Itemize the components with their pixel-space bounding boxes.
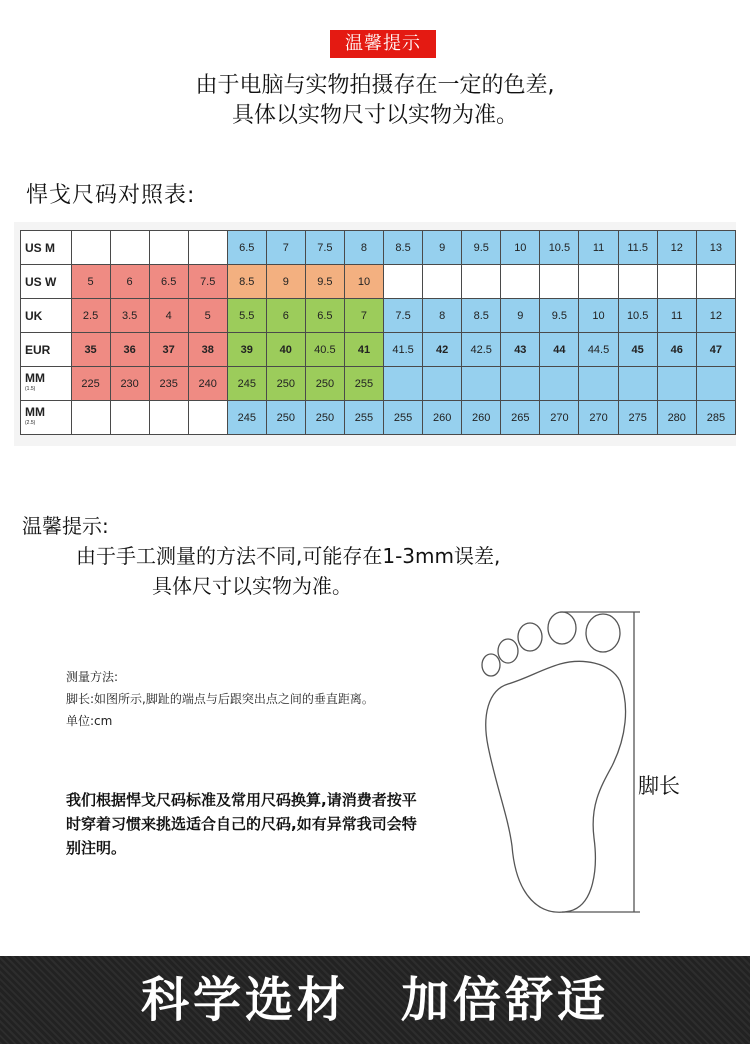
table-cell: 11.5	[618, 231, 657, 265]
table-cell: 42.5	[462, 333, 501, 367]
table-cell	[657, 367, 696, 401]
table-cell: 7	[344, 299, 383, 333]
table-cell: 6	[110, 265, 149, 299]
table-cell	[188, 401, 227, 435]
table-cell	[618, 367, 657, 401]
measurement-method	[66, 666, 426, 732]
row-header-label: MM	[25, 371, 45, 385]
table-cell: 41.5	[384, 333, 423, 367]
table-cell: 2.5	[71, 299, 110, 333]
tips-title: 温馨提示:	[22, 514, 109, 538]
table-cell: 5.5	[227, 299, 266, 333]
table-cell: 9.5	[462, 231, 501, 265]
notice-badge: 温馨提示	[330, 30, 436, 58]
foot-outline-icon	[470, 606, 650, 921]
table-cell: 225	[71, 367, 110, 401]
row-header-sub: (1.5)	[25, 386, 36, 392]
table-cell: 6.5	[305, 299, 344, 333]
table-cell	[384, 367, 423, 401]
table-cell	[696, 367, 735, 401]
table-cell: 42	[423, 333, 462, 367]
method-line-1: 脚长:如图所示,脚趾的端点与后跟突出点之间的垂直距离。	[66, 692, 374, 706]
table-cell: 285	[696, 401, 735, 435]
table-cell: 12	[696, 299, 735, 333]
row-header-label: UK	[25, 308, 43, 323]
table-cell: 260	[462, 401, 501, 435]
table-cell: 250	[266, 367, 305, 401]
table-row	[21, 231, 736, 265]
table-row	[21, 299, 736, 333]
table-cell: 45	[618, 333, 657, 367]
table-cell: 10.5	[618, 299, 657, 333]
table-cell: 3.5	[110, 299, 149, 333]
table-cell: 9	[266, 265, 305, 299]
table-cell: 230	[110, 367, 149, 401]
table-cell: 44.5	[579, 333, 618, 367]
table-cell: 6.5	[149, 265, 188, 299]
table-cell	[540, 367, 579, 401]
table-cell: 8.5	[227, 265, 266, 299]
table-cell: 240	[188, 367, 227, 401]
table-cell: 245	[227, 401, 266, 435]
table-cell: 35	[71, 333, 110, 367]
table-cell	[579, 367, 618, 401]
table-cell: 265	[501, 401, 540, 435]
table-cell: 280	[657, 401, 696, 435]
table-cell	[384, 265, 423, 299]
table-cell: 6.5	[227, 231, 266, 265]
row-header	[21, 333, 72, 367]
bottom-banner: 科学选材 加倍舒适	[0, 956, 750, 1044]
table-cell: 40	[266, 333, 305, 367]
table-cell	[71, 401, 110, 435]
tips-line-1: 由于手工测量的方法不同,可能存在1-3mm误差,	[76, 544, 501, 568]
row-header-label: EUR	[25, 342, 51, 357]
row-header-sub: (2.5)	[25, 420, 36, 426]
row-header-label: US M	[25, 240, 55, 255]
table-cell: 10	[579, 299, 618, 333]
table-cell: 44	[540, 333, 579, 367]
table-cell: 13	[696, 231, 735, 265]
table-cell	[110, 401, 149, 435]
table-cell: 260	[423, 401, 462, 435]
table-row	[21, 367, 736, 401]
table-cell: 235	[149, 367, 188, 401]
table-cell: 11	[657, 299, 696, 333]
row-header-label: MM	[25, 405, 45, 419]
table-cell: 47	[696, 333, 735, 367]
table-cell: 275	[618, 401, 657, 435]
notice-line-2: 具体以实物尺寸以实物为准。	[231, 103, 518, 128]
table-cell: 9	[423, 231, 462, 265]
table-cell: 250	[305, 401, 344, 435]
table-cell: 250	[266, 401, 305, 435]
table-cell: 250	[305, 367, 344, 401]
table-cell	[423, 367, 462, 401]
table-cell: 46	[657, 333, 696, 367]
table-cell	[462, 265, 501, 299]
row-header	[21, 299, 72, 333]
row-header	[21, 401, 72, 435]
table-cell	[149, 401, 188, 435]
table-cell: 11	[579, 231, 618, 265]
table-cell: 8.5	[462, 299, 501, 333]
table-cell: 270	[579, 401, 618, 435]
table-cell	[149, 231, 188, 265]
table-cell: 40.5	[305, 333, 344, 367]
table-cell: 41	[344, 333, 383, 367]
table-cell: 245	[227, 367, 266, 401]
size-table-title: 悍戈尺码对照表:	[26, 183, 196, 208]
table-cell: 7.5	[384, 299, 423, 333]
row-header-label: US W	[25, 274, 57, 289]
table-cell	[501, 265, 540, 299]
table-cell: 7	[266, 231, 305, 265]
table-cell	[618, 265, 657, 299]
table-cell	[657, 265, 696, 299]
notice-line-1: 由于电脑与实物拍摄存在一定的色差,	[195, 73, 555, 98]
row-header	[21, 265, 72, 299]
table-row	[21, 333, 736, 367]
table-cell	[423, 265, 462, 299]
table-cell: 10	[344, 265, 383, 299]
table-cell: 9	[501, 299, 540, 333]
row-header	[21, 367, 72, 401]
table-cell	[501, 367, 540, 401]
table-cell: 6	[266, 299, 305, 333]
table-cell: 255	[344, 367, 383, 401]
size-chart-panel	[14, 222, 736, 446]
table-cell: 36	[110, 333, 149, 367]
table-cell: 9.5	[540, 299, 579, 333]
table-cell: 7.5	[188, 265, 227, 299]
table-cell: 8	[423, 299, 462, 333]
table-cell	[696, 265, 735, 299]
foot-length-label: 脚长	[638, 774, 680, 798]
table-cell: 255	[384, 401, 423, 435]
table-cell: 10.5	[540, 231, 579, 265]
table-cell: 10	[501, 231, 540, 265]
method-title: 测量方法:	[66, 670, 119, 684]
table-cell: 5	[71, 265, 110, 299]
table-cell	[579, 265, 618, 299]
method-line-2: 单位:cm	[66, 714, 113, 728]
table-cell: 255	[344, 401, 383, 435]
table-row	[21, 265, 736, 299]
table-cell: 5	[188, 299, 227, 333]
table-cell	[462, 367, 501, 401]
table-cell	[71, 231, 110, 265]
table-cell: 8	[344, 231, 383, 265]
size-chart-table	[20, 230, 736, 435]
table-cell: 9.5	[305, 265, 344, 299]
size-advice-note: 我们根据悍戈尺码标准及常用尺码换算,请消费者按平时穿着习惯来挑选适合自己的尺码,如有异常我司会特别注明。	[66, 791, 417, 857]
table-cell	[540, 265, 579, 299]
table-cell: 12	[657, 231, 696, 265]
table-cell: 4	[149, 299, 188, 333]
row-header	[21, 231, 72, 265]
table-cell	[110, 231, 149, 265]
table-cell: 7.5	[305, 231, 344, 265]
table-cell: 43	[501, 333, 540, 367]
tips-line-2: 具体尺寸以实物为准。	[152, 574, 352, 598]
table-cell: 37	[149, 333, 188, 367]
table-cell	[188, 231, 227, 265]
table-cell: 38	[188, 333, 227, 367]
table-cell: 8.5	[384, 231, 423, 265]
table-row	[21, 401, 736, 435]
table-cell: 270	[540, 401, 579, 435]
table-cell: 39	[227, 333, 266, 367]
